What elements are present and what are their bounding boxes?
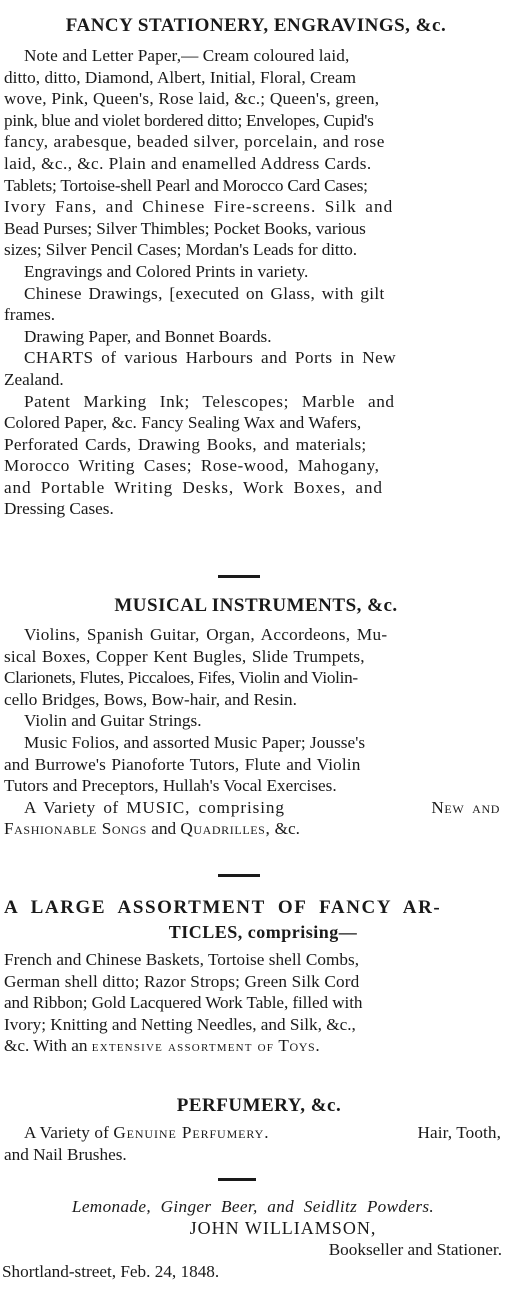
paragraph-line: Tablets; Tortoise-shell Pearl and Morocco Card Cases; (4, 175, 368, 195)
address-date-line: Shortland-street, Feb. 24, 1848. (2, 1261, 220, 1281)
stationery-heading: FANCY STATIONERY, ENGRAVINGS, &c. (65, 15, 447, 36)
patent-line: Morocco Writing Cases; Rose-wood, Mahogany, (4, 456, 380, 476)
section-divider (218, 575, 260, 578)
new-smallcaps: New and (431, 797, 500, 817)
toys-line (4, 1035, 504, 1059)
chinese-drawings-line: Chinese Drawings, [executed on Glass, with gilt (24, 283, 385, 303)
paragraph-line: fancy, arabesque, beaded silver, porcelain, and rose (4, 132, 385, 152)
paragraph-line: and Ribbon; Gold Lacquered Work Table, filled with (4, 993, 363, 1013)
perfumery-section (0, 1094, 506, 1165)
section-divider (218, 874, 260, 877)
lemonade-line: Lemonade, Ginger Beer, and Seidlitz Powders. (71, 1197, 435, 1216)
paragraph-line: Note and Letter Paper,— Cream coloured laid, (24, 46, 350, 65)
genuine-perfumery-smallcaps: Genuine Perfumery. (113, 1123, 270, 1142)
text-span: and (151, 819, 177, 839)
paragraph-line: Bead Purses; Silver Thimbles; Pocket Books, various (4, 218, 366, 238)
strings-line: Violin and Guitar Strings. (24, 711, 202, 731)
paragraph-line: laid, &c., &c. Plain and enamelled Address Cards. (4, 153, 372, 173)
text-span: Hair, Tooth, (417, 1123, 501, 1142)
paragraph-line: Music Folios, and assorted Music Paper; Jousse's (24, 732, 366, 752)
chinese-drawings-line: frames. (4, 305, 56, 325)
extensive-assortment-smallcaps: extensive assortment of (91, 1039, 275, 1056)
fancy-paragraph (0, 949, 506, 1059)
patent-line: Patent Marking Ink; Telescopes; Marble and (24, 391, 395, 411)
proprietor-title: Bookseller and Stationer. (328, 1240, 502, 1260)
paragraph-line: sical Boxes, Copper Kent Bugles, Slide Trumpets, (4, 646, 365, 666)
text-span: &c. (274, 819, 300, 839)
text-span: A Variety of (24, 1123, 109, 1142)
section-divider (218, 1178, 256, 1181)
paragraph-line: and Burrowe's Pianoforte Tutors, Flute and Violin (4, 754, 361, 774)
engravings-line: Engravings and Colored Prints in variety. (24, 261, 309, 281)
paragraph-line: Violins, Spanish Guitar, Organ, Accordeons, Mu- (24, 625, 388, 644)
musical-heading: MUSICAL INSTRUMENTS, &c. (114, 595, 398, 616)
musical-paragraph (0, 624, 506, 840)
drawing-paper-line: Drawing Paper, and Bonnet Boards. (24, 326, 272, 346)
text-span: &c. With an (4, 1036, 88, 1056)
text-span: A Variety of (24, 797, 119, 817)
fancy-articles-section (0, 896, 506, 1059)
paragraph-line: Ivory; Knitting and Netting Needles, and Silk, &c., (4, 1014, 356, 1034)
footer-section (0, 1196, 506, 1282)
patent-line: Colored Paper, &c. Fancy Sealing Wax and Wafers, (4, 413, 362, 433)
paragraph-line: Clarionets, Flutes, Piccaloes, Fifes, Violin and Violin- (4, 668, 358, 688)
paragraph-line: German shell ditto; Razor Strops; Green Silk Cord (4, 971, 360, 991)
paragraph-line: pink, blue and violet bordered ditto; Envelopes, Cupid's (4, 110, 374, 130)
fancy-heading-continued: TICLES, comprising— (168, 922, 358, 942)
music-variety-line (4, 797, 504, 819)
music-highlight: MUSIC, comprising (126, 797, 285, 817)
perfumery-line: and Nail Brushes. (4, 1144, 127, 1164)
paragraph-line: Tutors and Preceptors, Hullah's Vocal Exercises. (4, 776, 337, 796)
music-variety-line (4, 818, 504, 840)
musical-section (0, 594, 506, 840)
fancy-heading: A LARGE ASSORTMENT OF FANCY AR- (4, 897, 442, 918)
paragraph-line: ditto, ditto, Diamond, Albert, Initial, Floral, Cream (4, 67, 357, 87)
stationery-section (0, 14, 506, 520)
perfumery-line (4, 1122, 504, 1144)
toys-smallcaps: Toys. (278, 1036, 321, 1056)
paragraph-line: French and Chinese Baskets, Tortoise shell Combs, (4, 950, 360, 969)
perfumery-paragraph (0, 1122, 506, 1165)
charts-line: Zealand. (4, 369, 64, 389)
fashionable-songs-smallcaps: Fashionable Songs (4, 819, 147, 839)
stationery-paragraph (0, 45, 506, 520)
patent-line: and Portable Writing Desks, Work Boxes, and (4, 477, 383, 497)
patent-line: Perforated Cards, Drawing Books, and materials; (4, 434, 367, 454)
charts-line: CHARTS of various Harbours and Ports in New (24, 348, 397, 368)
paragraph-line: cello Bridges, Bows, Bow-hair, and Resin. (4, 689, 297, 709)
proprietor-name: JOHN WILLIAMSON, (189, 1217, 377, 1238)
perfumery-heading: PERFUMERY, &c. (176, 1095, 342, 1116)
paragraph-line: Ivory Fans, and Chinese Fire-screens. Silk and (4, 197, 394, 217)
paragraph-line: wove, Pink, Queen's, Rose laid, &c.; Queen's, green, (4, 89, 380, 109)
quadrilles-smallcaps: Quadrilles, (180, 819, 271, 839)
patent-line: Dressing Cases. (4, 499, 114, 519)
paragraph-line: sizes; Silver Pencil Cases; Mordan's Leads for ditto. (4, 240, 357, 260)
